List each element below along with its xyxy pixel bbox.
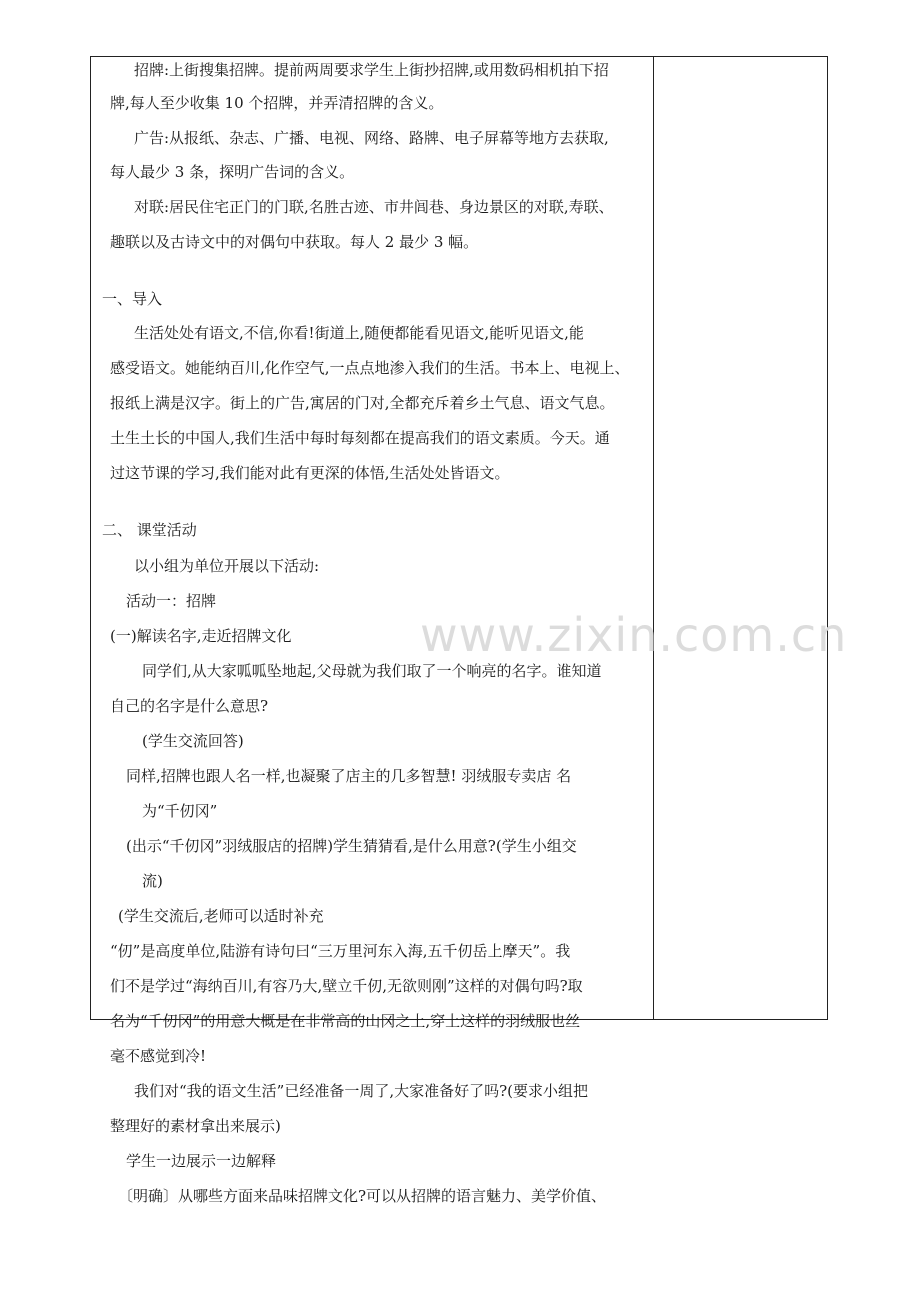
text-line: 感受语文。她能纳百川,化作空气,一点点地渗入我们的生活。书本上、电视上、 [110,359,630,377]
text-line: 们不是学过“海纳百川,有容乃大,壁立千仞,无欲则刚”这样的对偶句吗?取 [110,977,583,995]
watermark: www.zixin.com.cn [420,608,848,662]
text-line: 广告:从报纸、杂志、广播、电视、网络、路牌、电子屏幕等地方去获取, [134,129,609,147]
text-line: 同样,招牌也跟人名一样,也凝聚了店主的几多智慧! 羽绒服专卖店 名 [126,767,572,785]
text-line: 学生一边展示一边解释 [126,1152,277,1170]
text-line: (出示“千仞冈”羽绒服店的招牌)学生猜猜看,是什么用意?(学生小组交 [126,837,577,855]
text-line: 流) [142,872,163,890]
section-heading: 二、 课堂活动 [102,521,197,539]
text-line: 名为“千仞冈”的用意大概是在非常高的山冈之上,穿上这样的羽绒服也丝 [110,1012,581,1030]
text-line: 趣联以及古诗文中的对偶句中获取。每人 2 最少 3 幅。 [110,233,479,251]
section-heading: 一、导入 [102,290,163,308]
text-line: 报纸上满是汉字。街上的广告,寓居的门对,全都充斥着乡土气息、语文气息。 [110,394,615,412]
text-line: (一)解读名字,走近招牌文化 [110,627,292,645]
text-line: (学生交流回答) [142,732,244,750]
text-line: 生活处处有语文,不信,你看!街道上,随便都能看见语文,能听见语文,能 [134,324,584,342]
text-line: 以小组为单位开展以下活动: [134,557,320,575]
text-line: 活动一：招牌 [126,592,217,610]
text-line: 自己的名字是什么意思? [110,697,269,715]
text-line: 〔明确〕从哪些方面来品味招牌文化?可以从招牌的语言魅力、美学价值、 [118,1187,607,1205]
text-line: 我们对“我的语文生活”已经准备一周了,大家准备好了吗?(要求小组把 [134,1082,589,1100]
column-divider [653,57,654,1019]
text-line: “仞”是高度单位,陆游有诗句曰“三万里河东入海,五千仞岳上摩天”。我 [110,942,571,960]
text-line: 每人最少 3 条，探明广告词的含义。 [110,163,355,181]
text-line: 整理好的素材拿出来展示) [110,1117,281,1135]
text-line: 毫不感觉到冷! [110,1047,207,1065]
text-line: 牌,每人至少收集 10 个招牌，并弄清招牌的含义。 [110,94,444,112]
text-line: 过这节课的学习,我们能对此有更深的体悟,生活处处皆语文。 [110,464,510,482]
text-line: 土生土长的中国人,我们生活中每时每刻都在提高我们的语文素质。今天。通 [110,429,610,447]
text-line: 同学们,从大家呱呱坠地起,父母就为我们取了一个响亮的名字。谁知道 [142,662,602,680]
text-line: 对联:居民住宅正门的门联,名胜古迹、市井闾巷、身边景区的对联,寿联、 [134,198,614,216]
text-line: (学生交流后,老师可以适时补充 [118,907,324,925]
text-line: 为“千仞冈” [142,802,218,820]
text-line: 招牌:上街搜集招牌。提前两周要求学生上街抄招牌,或用数码相机拍下招 [134,61,609,79]
